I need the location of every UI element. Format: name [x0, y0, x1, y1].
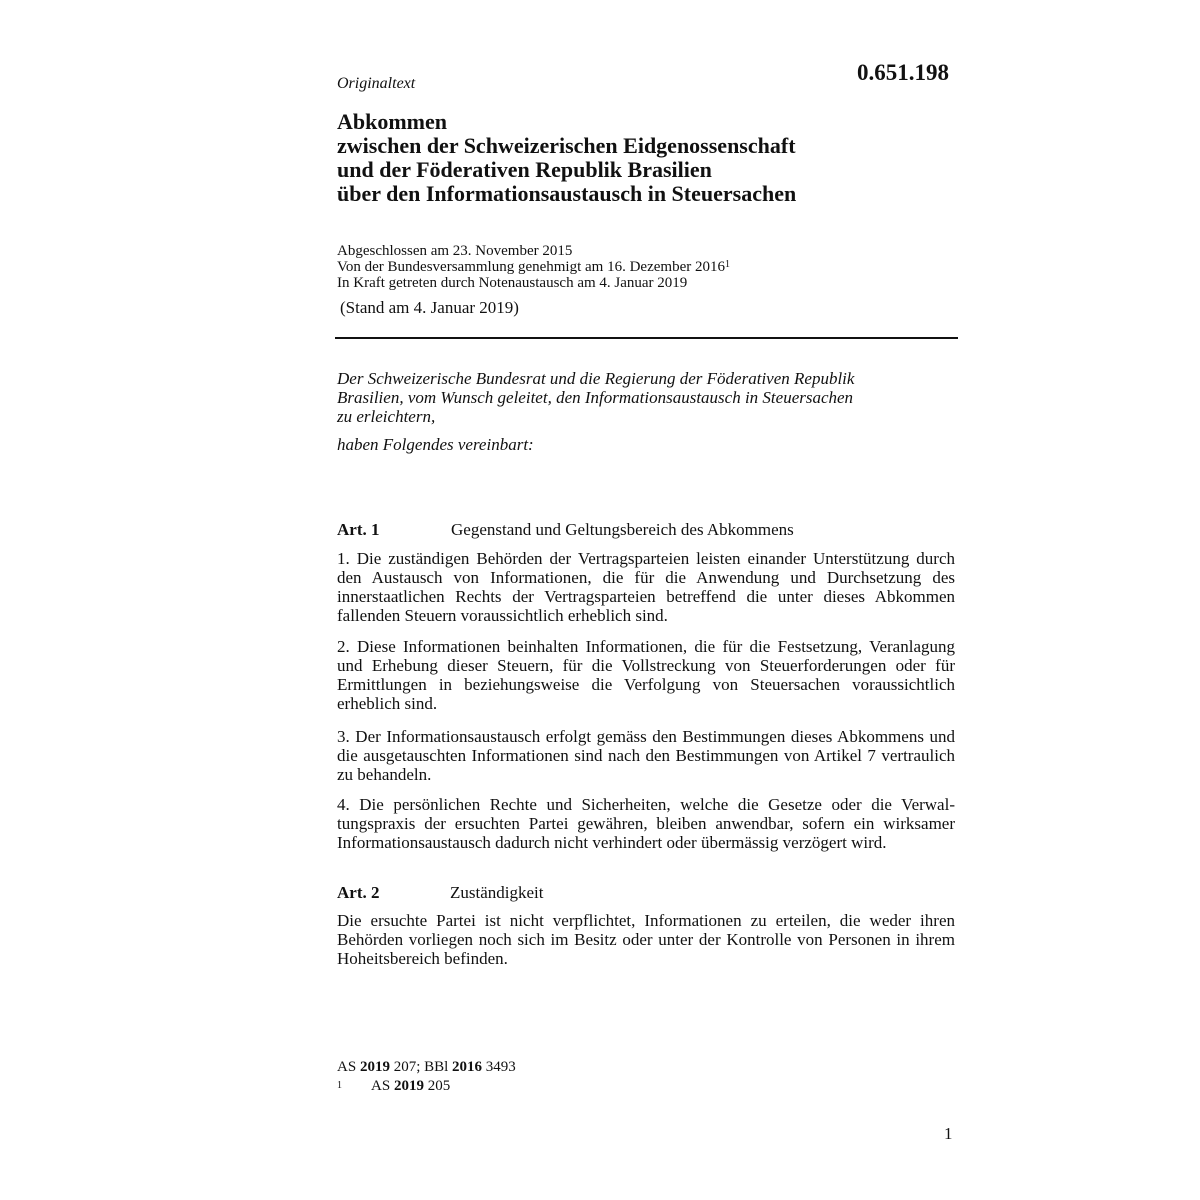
approval-date: [337, 259, 730, 275]
header-divider: [335, 337, 958, 339]
source-prefix: AS: [337, 1059, 360, 1075]
sr-number: 0.651.198: [857, 60, 949, 85]
preamble-closing: haben Folgendes vereinbart:: [337, 435, 534, 454]
page-number: 1: [944, 1124, 953, 1143]
approval-text: Von der Bundesversammlung genehmigt am 16. Dezember 2016: [337, 259, 725, 275]
fn1-prefix: AS: [371, 1078, 394, 1094]
article-2-heading: [337, 883, 544, 903]
article-title: Zuständigkeit: [450, 883, 544, 902]
article-1-paragraph-4: 4. Die persönlichen Rechte und Sicherheiten, welche die Gesetze oder die Verwaltungspraxis der ersuchten Partei gewähren, bleiben anwendbar, sofern ein wirksamer Informationsaustausch dadurch nicht verhindert oder übermässig verzögert wird.: [337, 795, 955, 852]
article-number: Art. 2: [337, 883, 380, 902]
source-page: 207; BBl: [389, 1059, 453, 1075]
footnote-1: [337, 1077, 516, 1096]
article-1-paragraph-2: 2. Diese Informationen beinhalten Informationen, die für die Festsetzung, Veranlagung und Erhebung dieser Steuern, für die Vollstreckung von Steuerforderungen oder für Ermittlungen in beziehungsweise die Verfolgung von Steuersachen voraussichtlich erheblich sind.: [337, 637, 955, 713]
article-1-heading: [337, 520, 794, 540]
fn1-page: 205: [423, 1078, 451, 1094]
originaltext-label: Originaltext: [337, 75, 416, 92]
preamble-line: Brasilien, vom Wunsch geleitet, den Informationsaustausch in Steuersachen: [337, 388, 854, 407]
footnotes: [337, 1058, 516, 1096]
document-title: [337, 110, 796, 206]
footnote-ref[interactable]: 1: [724, 259, 730, 270]
preamble-line: zu erleichtern,: [337, 407, 436, 426]
title-line: über den Informationsaustausch in Steuersachen: [337, 181, 797, 206]
article-title: Gegenstand und Geltungsbereich des Abkommens: [451, 520, 794, 539]
preamble: [337, 369, 937, 426]
article-1-paragraph-3: 3. Der Informationsaustausch erfolgt gemäss den Bestimmungen dieses Abkommens und die ausgetauschten Informationen sind nach den Bestimmungen von Artikel 7 vertraulich zu behandeln.: [337, 727, 955, 784]
footnote-mark: 1: [337, 1080, 342, 1091]
source-year: 2019: [359, 1059, 390, 1075]
title-line: und der Föderativen Republik Brasilien: [337, 157, 712, 182]
bbl-year: 2016: [452, 1059, 483, 1075]
concluded-date: Abgeschlossen am 23. November 2015: [337, 243, 573, 259]
preamble-line: Der Schweizerische Bundesrat und die Regierung der Föderativen Republik: [337, 369, 855, 388]
article-number: Art. 1: [337, 520, 380, 539]
title-line: Abkommen: [337, 109, 448, 134]
source-reference: [337, 1058, 516, 1077]
status-date: (Stand am 4. Januar 2019): [340, 298, 519, 317]
fn1-year: 2019: [393, 1078, 424, 1094]
in-force-date: In Kraft getreten durch Notenaustausch am 4. Januar 2019: [337, 275, 688, 291]
article-2-paragraph-1: Die ersuchte Partei ist nicht verpflichtet, Informationen zu erteilen, die weder ihren Behörden vorliegen noch sich im Besitz oder unter der Kontrolle von Personen in ihrem Hoheitsbereich befinden.: [337, 911, 955, 968]
document-meta: [337, 243, 730, 291]
bbl-page: 3493: [482, 1059, 516, 1075]
title-line: zwischen der Schweizerischen Eidgenossenschaft: [337, 133, 796, 158]
article-1-paragraph-1: 1. Die zuständigen Behörden der Vertragsparteien leisten einander Unterstützung durch den Austausch von Informationen, die für die Anwendung und Durchsetzung des innerstaatlichen Rechts der Vertragsparteien betreffend die unter dieses Abkommen fallenden Steuern voraussichtlich erheblich sind.: [337, 549, 955, 625]
